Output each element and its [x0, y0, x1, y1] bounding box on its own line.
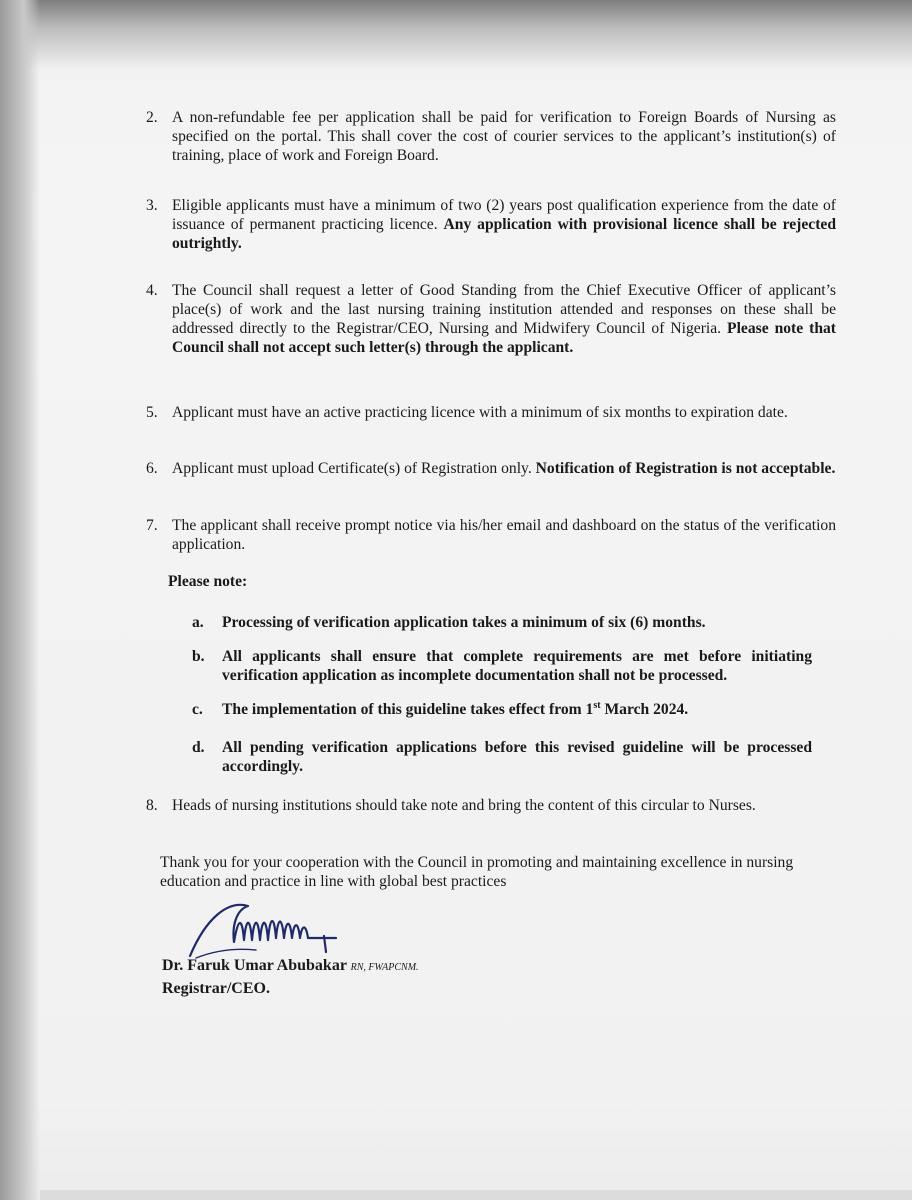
item-text: The Council shall request a letter of Good Standing from the Chief Executive Officer of applicant’s place(s) of work and the last nursing training institution attended and responses on these shall be addressed directly to the Registrar/CEO, Nursing and Midwifery Council of Nigeria. [172, 282, 836, 337]
list-item-8 [146, 796, 836, 815]
item-text: Eligible applicants must have a minimum of two (2) years post qualification experience from the date of issuance of permanent practicing licence. [172, 197, 836, 233]
signer-role: Registrar/CEO. [162, 980, 270, 997]
note-text-end: March 2024. [600, 701, 689, 718]
list-item-7 [146, 516, 836, 554]
item-number: 8. [146, 797, 158, 814]
note-heading: Please note: [168, 573, 248, 590]
note-text: All applicants shall ensure that complete requirements are met before initiating verification application as incomplete documentation shall not be processed. [222, 648, 812, 684]
note-text: Processing of verification application takes a minimum of six (6) months. [222, 614, 706, 631]
scan-bottom-edge [40, 1190, 912, 1200]
item-number: 3. [146, 197, 158, 214]
item-number: 4. [146, 282, 158, 299]
item-text: Applicant must upload Certificate(s) of Registration only. [172, 460, 532, 477]
note-letter: a. [192, 614, 204, 631]
item-bold-text: Notification of Registration is not acceptable. [535, 460, 836, 477]
item-text: A non-refundable fee per application shall be paid for verification to Foreign Boards of Nursing as specified on the portal. This shall cover the cost of courier services to the applicant’s institution(s) of training, place of work and Foreign Board. [172, 109, 836, 164]
signer-name-line [162, 957, 419, 975]
scan-left-shadow [0, 0, 40, 1200]
note-item-a [192, 613, 812, 632]
list-item-3 [146, 196, 836, 253]
item-number: 7. [146, 517, 158, 534]
list-item-2 [146, 108, 836, 165]
list-item-4 [146, 281, 836, 357]
item-text: Heads of nursing institutions should take note and bring the content of this circular to Nurses. [172, 797, 756, 814]
list-item-6 [146, 459, 836, 478]
note-text: The implementation of this guideline takes effect from 1 [222, 701, 594, 718]
note-superscript: st [593, 699, 601, 711]
note-letter: c. [192, 701, 203, 718]
item-number: 6. [146, 460, 158, 477]
item-bold-text: Any application with provisional licence shall be rejected outrightly. [172, 216, 836, 252]
note-text: All pending verification applications before this revised guideline will be processed accordingly. [222, 739, 812, 775]
note-letter: d. [192, 739, 205, 756]
list-item-5 [146, 403, 836, 422]
item-bold-text: Please note that Council shall not accept such letter(s) through the applicant. [172, 320, 836, 356]
item-text: Applicant must have an active practicing licence with a minimum of six months to expiration date. [172, 404, 788, 421]
note-letter: b. [192, 648, 205, 665]
item-text: The applicant shall receive prompt notice via his/her email and dashboard on the status of the verification application. [172, 517, 836, 553]
signer-name: Dr. Faruk Umar Abubakar [162, 957, 347, 974]
handwritten-signature [176, 898, 356, 964]
scan-top-shadow [0, 0, 912, 70]
note-item-b [192, 647, 812, 685]
item-number: 2. [146, 109, 158, 126]
note-item-d [192, 738, 812, 776]
signer-credentials: RN, FWAPCNM. [350, 962, 419, 973]
closing-paragraph: Thank you for your cooperation with the Council in promoting and maintaining excellence in nursing education and practice in line with global best practices [160, 854, 794, 890]
note-item-c [192, 700, 812, 719]
item-number: 5. [146, 404, 158, 421]
